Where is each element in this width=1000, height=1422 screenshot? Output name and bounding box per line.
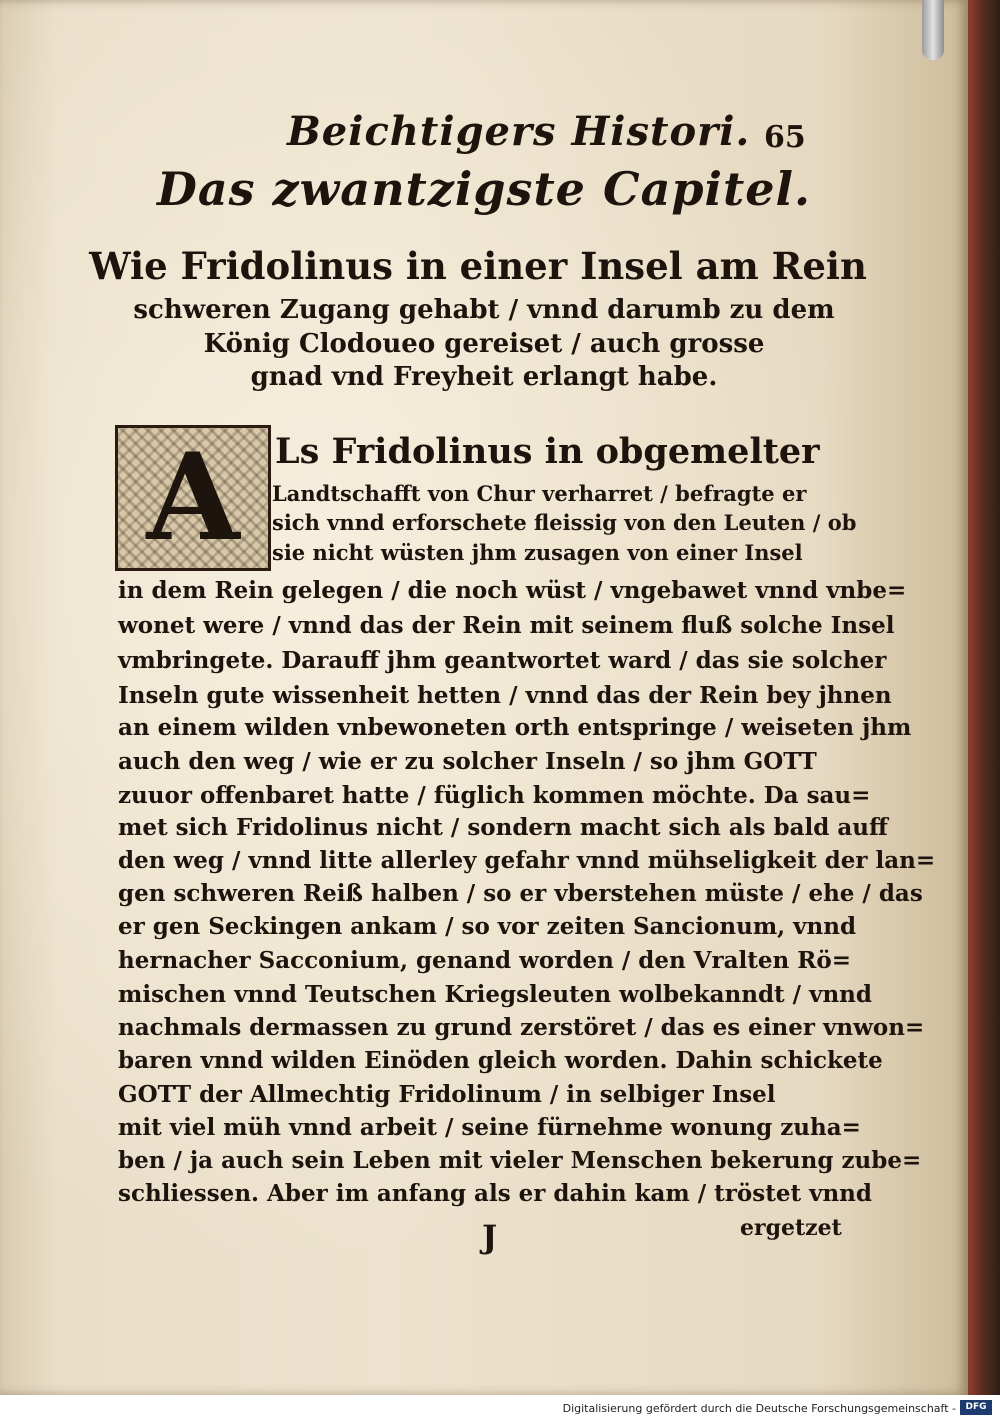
body-line: er gen Seckingen ankam / so vor zeiten Sancionum, vnnd [118, 913, 857, 940]
initial-letter: A [146, 427, 240, 568]
body-line: den weg / vnnd litte allerley gefahr vnnd mühseligkeit der lan= [118, 847, 936, 874]
body-line: schliessen. Aber im anfang als er dahin kam / tröstet vnnd [118, 1180, 872, 1207]
footer-bar [0, 1395, 1000, 1422]
body-line: gen schweren Reiß halben / so er vberstehen müste / ehe / das [118, 880, 923, 907]
dfg-logo: DFG [960, 1400, 992, 1415]
chapter-title: Das zwantzigste Capitel. [156, 162, 812, 216]
catchword: ergetzet [740, 1215, 842, 1241]
body-line: an einem wilden vnbewoneten orth entspringe / weiseten jhm [118, 714, 912, 741]
body-line: met sich Fridolinus nicht / sondern macht sich als bald auff [118, 814, 888, 841]
chapter-summary-line: König Clodoueo gereiset / auch grosse [203, 329, 765, 359]
body-line: Landtschafft von Chur verharret / befragte er [272, 481, 807, 506]
body-line: baren vnnd wilden Einöden gleich worden. Dahin schickete [118, 1047, 883, 1074]
body-line: mit viel müh vnnd arbeit / seine fürnehme wonung zuha= [118, 1114, 861, 1141]
body-line: wonet were / vnnd das der Rein mit seinem fluß solche Insel [118, 612, 895, 639]
decorated-initial [115, 425, 271, 571]
body-line: sie nicht wüsten jhm zusagen von einer Insel [272, 540, 803, 565]
chapter-summary-line: gnad vnd Freyheit erlangt habe. [250, 362, 718, 392]
body-line: vmbringete. Darauff jhm geantwortet ward / das sie solcher [118, 647, 887, 674]
running-head: Beichtigers Histori. [287, 108, 751, 155]
body-line: Ls Fridolinus in obgemelter [275, 431, 820, 472]
body-line: hernacher Sacconium, genand worden / den Vralten Rö= [118, 947, 852, 974]
chapter-summary-line: Wie Fridolinus in einer Insel am Rein [89, 244, 867, 288]
body-line: Inseln gute wissenheit hetten / vnnd das der Rein bey jhnen [118, 682, 892, 709]
body-line: GOTT der Allmechtig Fridolinum / in selbiger Insel [118, 1081, 776, 1108]
body-line: in dem Rein gelegen / die noch wüst / vngebawet vnnd vnbe= [118, 577, 907, 604]
body-line: auch den weg / wie er zu solcher Inseln / so jhm GOTT [118, 748, 817, 775]
body-line: zuuor offenbaret hatte / füglich kommen möchte. Da sau= [118, 782, 871, 809]
body-line: nachmals dermassen zu grund zerstöret / das es einer vnwon= [118, 1014, 925, 1041]
body-line: sich vnnd erforschete fleissig von den Leuten / ob [272, 510, 857, 535]
body-line: ben / ja auch sein Leben mit vieler Menschen bekerung zube= [118, 1147, 922, 1174]
signature-mark: J [482, 1218, 498, 1256]
chapter-summary-line: schweren Zugang gehabt / vnnd darumb zu dem [133, 295, 835, 325]
page-clip [922, 0, 944, 60]
body-line: mischen vnnd Teutschen Kriegsleuten wolbekanndt / vnnd [118, 981, 872, 1008]
page-number: 65 [764, 120, 806, 155]
funding-credit: Digitalisierung gefördert durch die Deutsche Forschungsgemeinschaft - [562, 1402, 956, 1415]
